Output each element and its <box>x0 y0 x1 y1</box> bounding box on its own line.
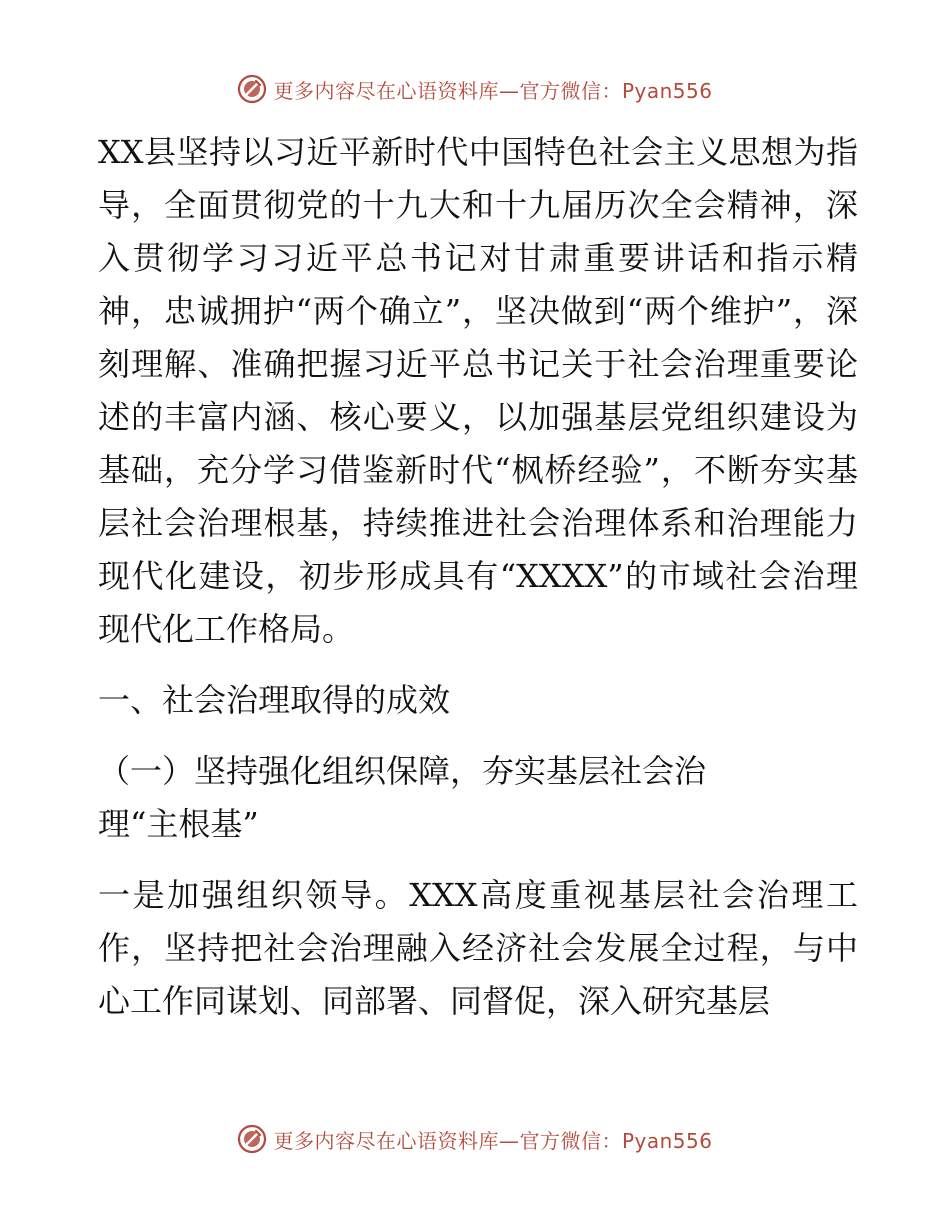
watermark-footer <box>0 1124 950 1154</box>
watermark-logo-icon <box>237 1124 267 1154</box>
watermark-logo-icon <box>237 74 267 104</box>
intro-paragraph: XX县坚持以习近平新时代中国特色社会主义思想为指导，全面贯彻党的十九大和十九届历次全会精神，深入贯彻学习习近平总书记对甘肃重要讲话和指示精神，忠诚拥护“两个确立”，坚决做到“两个维护”，深刻理解、准确把握习近平总书记关于社会治理重要论述的丰富内涵、核心要义，以加强基层党组织建设为基础，充分学习借鉴新时代“枫桥经验”，不断夯实基层社会治理根基，持续推进社会治理体系和治理能力现代化建设，初步形成具有“XXXX”的市域社会治理现代化工作格局。 <box>98 133 858 648</box>
watermark-text: 更多内容尽在心语资料库—官方微信：Pyan556 <box>273 1128 713 1153</box>
watermark-text: 更多内容尽在心语资料库—官方微信：Pyan556 <box>273 78 713 103</box>
subsection-heading-line1: （一）坚持强化组织保障，夯实基层社会治 <box>98 752 707 790</box>
document-body <box>98 126 858 1028</box>
section-heading: 一、社会治理取得的成效 <box>98 681 451 719</box>
watermark-header <box>0 74 950 104</box>
subsection-heading-line2: 理“主根基” <box>98 805 259 843</box>
body-paragraph: 一是加强组织领导。XXX高度重视基层社会治理工作，坚持把社会治理融入经济社会发展全过程，与中心工作同谋划、同部署、同督促，深入研究基层 <box>98 876 858 1020</box>
